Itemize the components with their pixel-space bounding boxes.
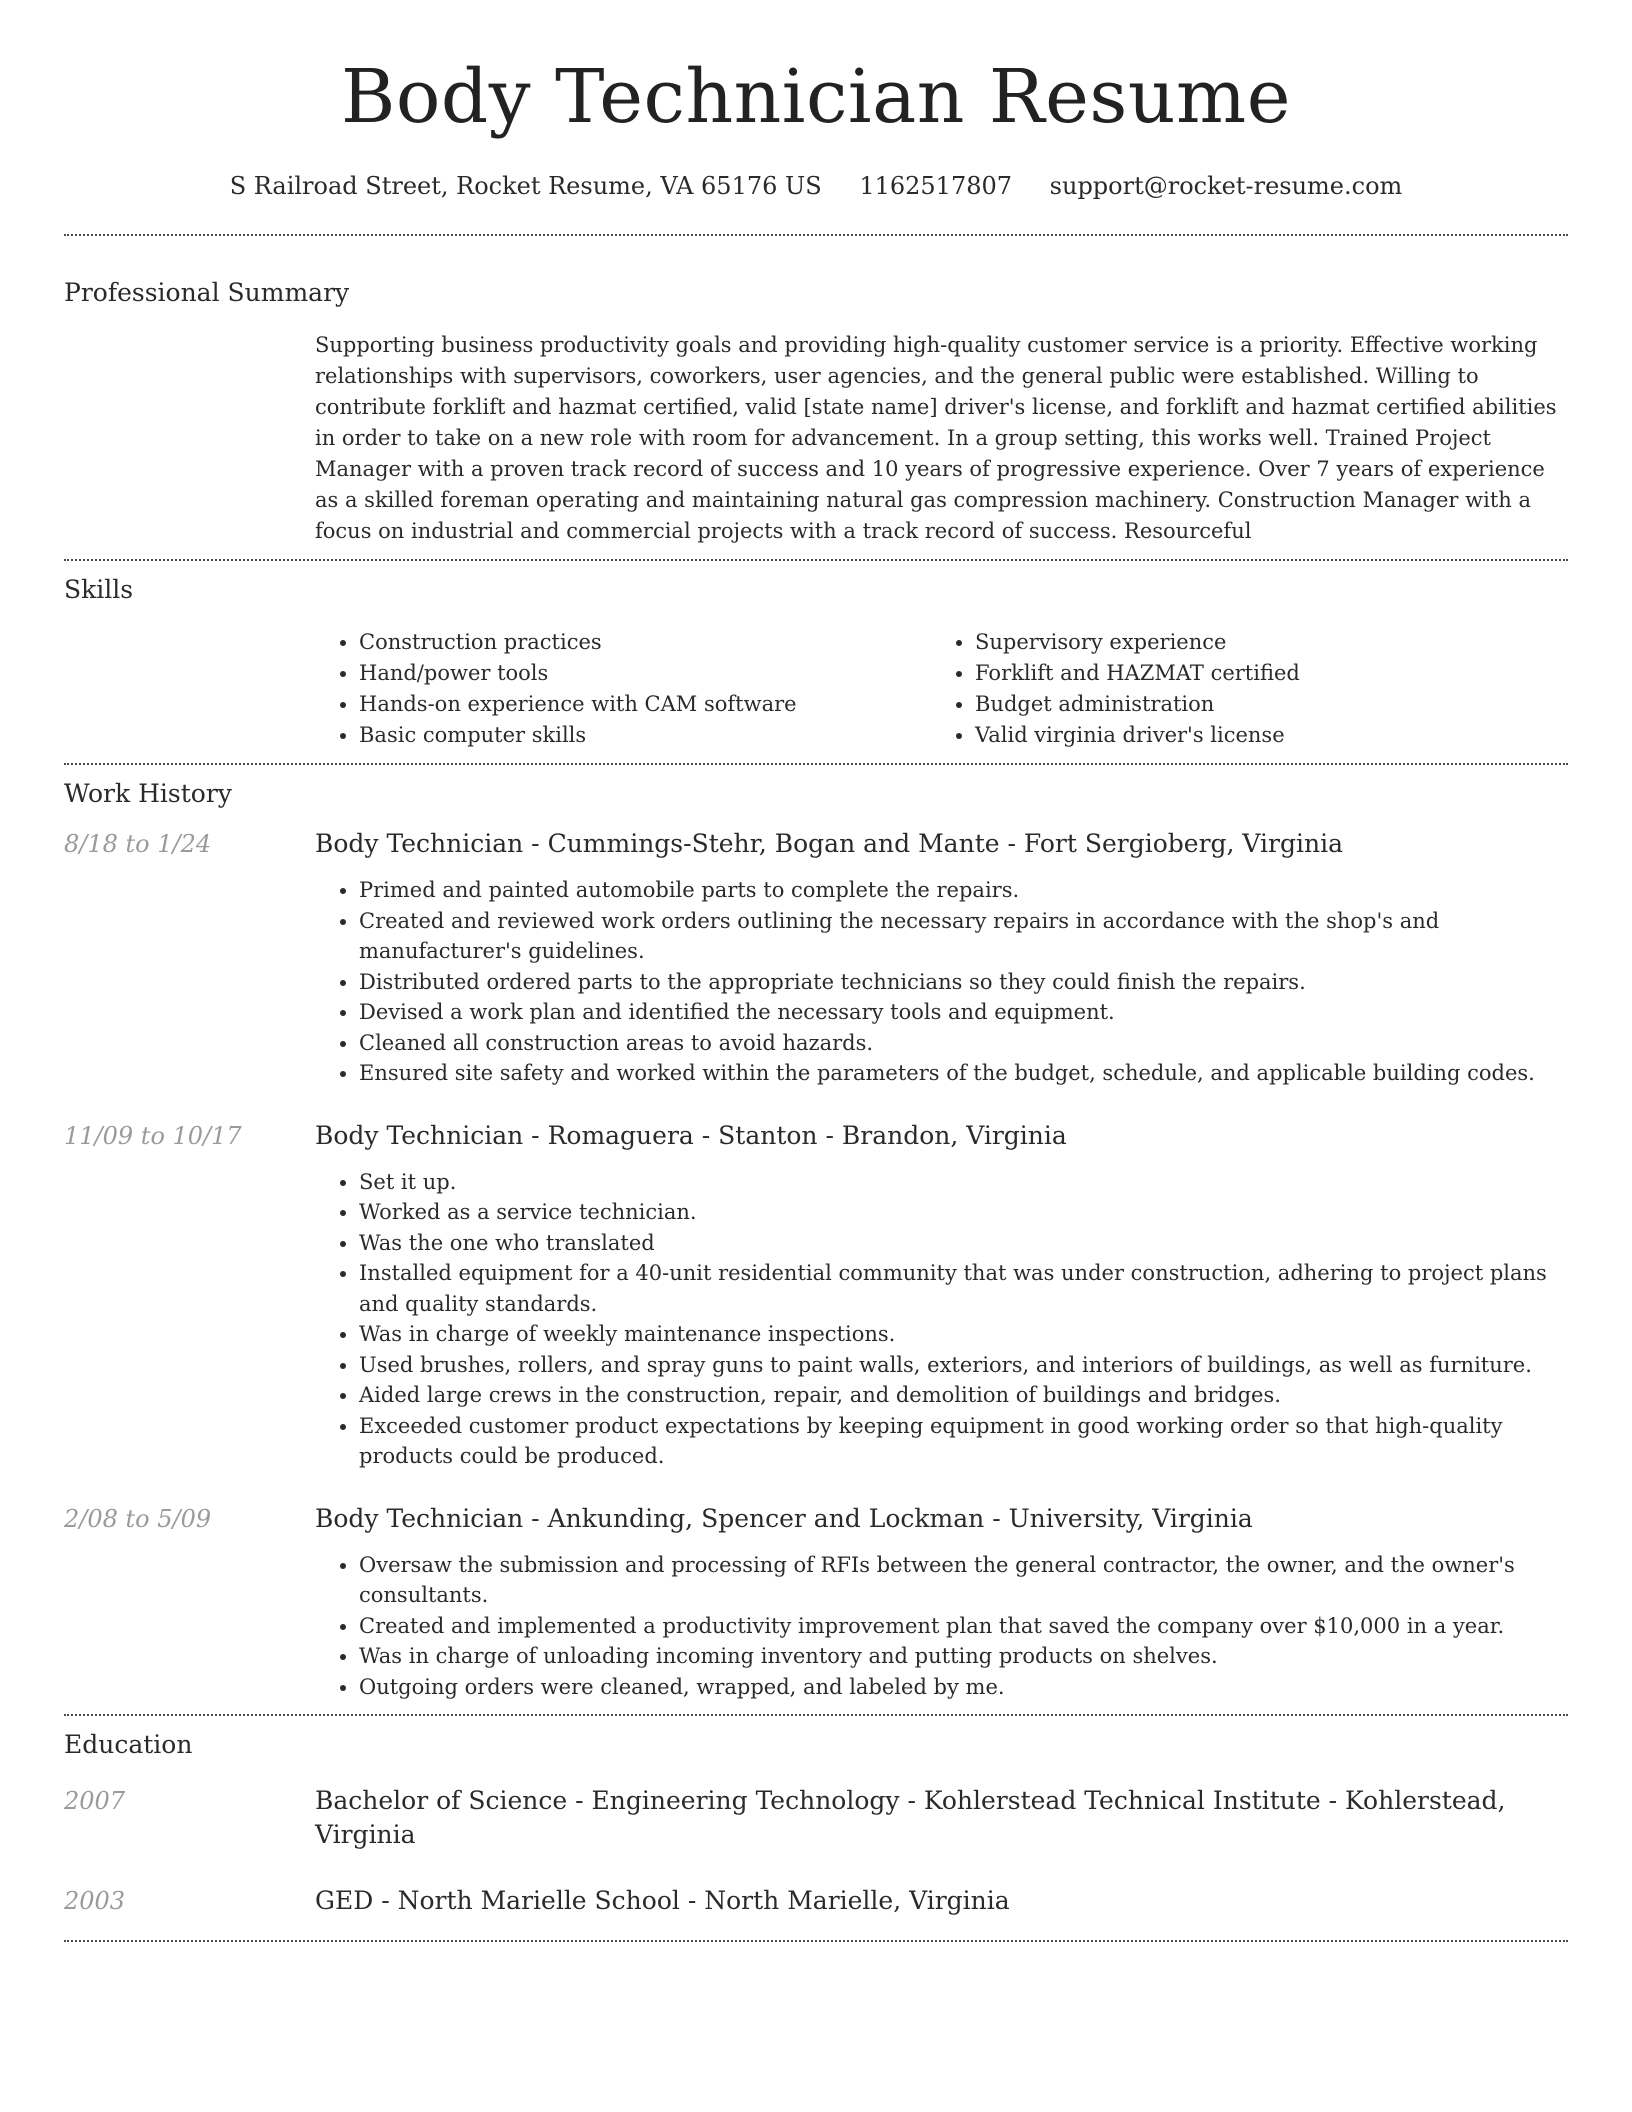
education-date: 2003 (64, 1887, 126, 1915)
resume-page (64, 0, 1568, 1942)
job-bullet: • Primed and painted automobile parts to complete the repairs. (359, 875, 1568, 906)
skill-item: • Hand/power tools (359, 658, 931, 689)
contact-email: support@rocket-resume.com (1049, 172, 1403, 200)
divider (64, 559, 1568, 561)
job-details (315, 1119, 1568, 1472)
divider (64, 234, 1568, 236)
divider (64, 763, 1568, 765)
job-entry (64, 827, 1568, 1089)
job-bullet: • Aided large crews in the construction, repair, and demolition of buildings and bridges. (359, 1380, 1568, 1411)
job-bullets (315, 1167, 1568, 1472)
job-bullets (315, 1550, 1568, 1703)
job-details (315, 827, 1568, 1089)
skill-item: • Construction practices (359, 627, 931, 658)
summary-text: Supporting business productivity goals and providing high-quality customer service is a priority. Effective working relationships with supervisors, coworkers, user agencies, and the general public were established. Willing to contribute forklift and hazmat certified, valid [state name] driver's license, and forklift and hazmat certified abilities in order to take on a new role with room for advancement. In a group setting, this works well. Trained Project Manager with a proven track record of success and 10 years of progressive experience. Over 7 years of experience as a skilled foreman operating and maintaining natural gas compression machinery. Construction Manager with a focus on industrial and commercial projects with a track record of success. Resourceful (315, 333, 1557, 543)
education-degree: Bachelor of Science - Engineering Technology - Kohlerstead Technical Institute - Kohlerstead, Virginia (315, 1786, 1506, 1849)
skill-item: • Valid virginia driver's license (975, 720, 1547, 751)
job-title: Body Technician - Ankunding, Spencer and Lockman - University, Virginia (315, 1503, 1253, 1533)
education-heading: Education (64, 1730, 193, 1759)
skill-item: • Budget administration (975, 689, 1547, 720)
resume-title: Body Technician Resume (341, 54, 1291, 140)
job-bullet: • Used brushes, rollers, and spray guns to paint walls, exteriors, and interiors of buildings, as well as furniture. (359, 1350, 1568, 1381)
skills-column-left (315, 627, 931, 751)
divider (64, 1714, 1568, 1716)
job-title: Body Technician - Cummings-Stehr, Bogan and Mante - Fort Sergioberg, Virginia (315, 829, 1343, 858)
education-entry (64, 1784, 1568, 1852)
contact-line (64, 166, 1568, 206)
skills-column-right (931, 627, 1547, 751)
skill-item: • Hands-on experience with CAM software (359, 689, 931, 720)
job-bullet: • Ensured site safety and worked within the parameters of the budget, schedule, and applicable building codes. (359, 1058, 1568, 1089)
job-bullet: • Installed equipment for a 40-unit residential community that was under construction, adhering to project plans and quality standards. (359, 1258, 1568, 1319)
skill-item: • Basic computer skills (359, 720, 931, 751)
summary-heading: Professional Summary (64, 278, 350, 307)
education-entry (64, 1884, 1568, 1918)
contact-address: S Railroad Street, Rocket Resume, VA 65176 US (229, 172, 822, 200)
skill-item: • Forklift and HAZMAT certified (975, 658, 1547, 689)
job-bullet: • Was in charge of unloading incoming inventory and putting products on shelves. (359, 1641, 1568, 1672)
job-bullet: • Created and reviewed work orders outlining the necessary repairs in accordance with the shop's and manufacturer's guidelines. (359, 906, 1568, 967)
job-details (315, 1502, 1568, 1703)
job-date: 8/18 to 1/24 (64, 830, 212, 858)
job-bullet: • Worked as a service technician. (359, 1197, 1568, 1228)
job-bullet: • Cleaned all construction areas to avoid hazards. (359, 1028, 1568, 1059)
job-entry (64, 1119, 1568, 1472)
work-history-heading: Work History (64, 779, 232, 808)
job-bullets (315, 875, 1568, 1089)
job-bullet: • Was in charge of weekly maintenance inspections. (359, 1319, 1568, 1350)
job-bullet: • Set it up. (359, 1167, 1568, 1198)
education-degree: GED - North Marielle School - North Marielle, Virginia (315, 1886, 1010, 1915)
job-bullet: • Created and implemented a productivity improvement plan that saved the company over $10,000 in a year. (359, 1611, 1568, 1642)
job-bullet: • Outgoing orders were cleaned, wrapped, and labeled by me. (359, 1672, 1568, 1703)
contact-phone: 1162517807 (859, 172, 1013, 200)
skill-item: • Supervisory experience (975, 627, 1547, 658)
job-bullet: • Distributed ordered parts to the appropriate technicians so they could finish the repairs. (359, 967, 1568, 998)
job-entry (64, 1502, 1568, 1703)
education-date: 2007 (64, 1787, 126, 1815)
job-bullet: • Exceeded customer product expectations by keeping equipment in good working order so that high-quality products could be produced. (359, 1411, 1568, 1472)
job-bullet: • Oversaw the submission and processing of RFIs between the general contractor, the owner, and the owner's consultants. (359, 1550, 1568, 1611)
job-date: 2/08 to 5/09 (64, 1504, 212, 1533)
divider (64, 1940, 1568, 1942)
job-title: Body Technician - Romaguera - Stanton - Brandon, Virginia (315, 1120, 1067, 1150)
skills-list (315, 627, 1568, 751)
job-bullet: • Devised a work plan and identified the necessary tools and equipment. (359, 997, 1568, 1028)
job-date: 11/09 to 10/17 (64, 1121, 242, 1150)
job-bullet: • Was the one who translated (359, 1228, 1568, 1259)
skills-heading: Skills (64, 575, 134, 604)
